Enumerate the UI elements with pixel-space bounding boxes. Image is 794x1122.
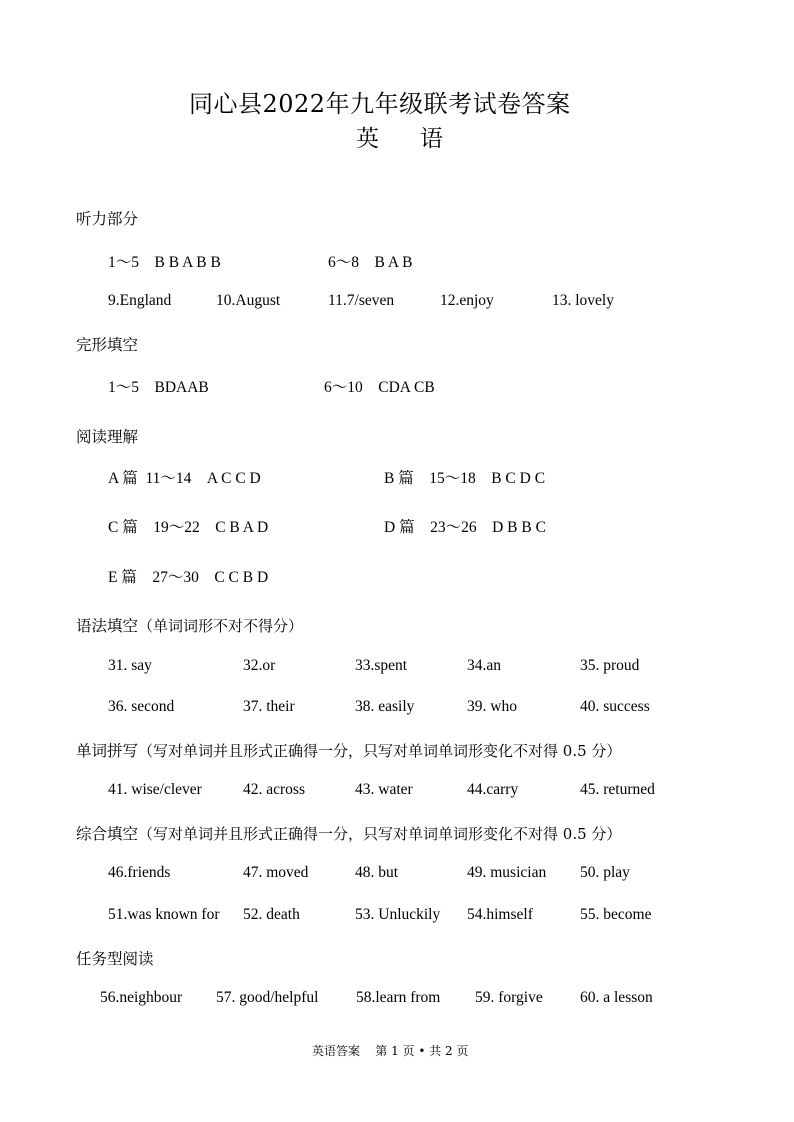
answer-46: 46.friends: [108, 864, 171, 881]
spelling-heading-note: （写对单词并且形式正确得一分，只写对单词单词形变化不对得 0.5 分）: [138, 742, 622, 760]
answer-reading-d: D 篇 23～26 D B B C: [384, 519, 546, 536]
subject-title: [356, 120, 484, 153]
answer-reading-a: A 篇 11～14 A C C D: [108, 470, 261, 487]
answer-10: 10.August: [216, 292, 281, 309]
answer-cloze-1-5: 1～5 BDAAB: [108, 379, 209, 396]
answer-44: 44.carry: [467, 781, 519, 798]
answer-11: 11.7/seven: [328, 292, 395, 309]
answer-reading-b: B 篇 15～18 B C D C: [384, 470, 546, 487]
answer-listening-1-5: 1～5 B B A B B: [108, 254, 221, 271]
answer-50: 50. play: [580, 864, 630, 881]
grammar-heading-label: 语法填空: [76, 617, 139, 635]
answer-59: 59. forgive: [475, 989, 543, 1006]
comprehensive-heading-label: 综合填空: [76, 825, 139, 843]
answer-42: 42. across: [243, 781, 305, 798]
grammar-heading-note: （单词词形不对不得分）: [138, 617, 304, 635]
answer-35: 35. proud: [580, 657, 640, 674]
subject-char-2: 语: [420, 126, 443, 152]
answer-58: 58.learn from: [356, 989, 441, 1006]
section-heading-task: 任务型阅读: [76, 950, 154, 968]
answer-41: 41. wise/clever: [108, 781, 202, 798]
section-heading-comprehensive: [76, 822, 621, 844]
answer-13: 13. lovely: [552, 292, 614, 309]
answer-reading-e: E 篇 27～30 C C B D: [108, 569, 269, 586]
section-heading-listening: 听力部分: [76, 210, 139, 228]
answer-37: 37. their: [243, 698, 295, 715]
section-heading-spelling: [76, 739, 621, 761]
comprehensive-heading-note: （写对单词并且形式正确得一分，只写对单词单词形变化不对得 0.5 分）: [138, 825, 622, 843]
answer-54: 54.himself: [467, 906, 533, 923]
answer-33: 33.spent: [355, 657, 408, 674]
answer-listening-6-8: 6～8 B A B: [328, 254, 413, 271]
answer-32: 32.or: [243, 657, 276, 674]
answer-55: 55. become: [580, 906, 652, 923]
answer-36: 36. second: [108, 698, 175, 715]
answer-49: 49. musician: [467, 864, 547, 881]
answer-38: 38. easily: [355, 698, 415, 715]
section-heading-reading: 阅读理解: [76, 428, 139, 446]
page-title: 同心县2022年九年级联考试卷答案: [189, 90, 571, 118]
page-footer: 英语答案 第 1 页 • 共 2 页: [312, 1044, 469, 1058]
answer-39: 39. who: [467, 698, 517, 715]
answer-reading-c: C 篇 19～22 C B A D: [108, 519, 269, 536]
answer-52: 52. death: [243, 906, 300, 923]
answer-51: 51.was known for: [108, 906, 220, 923]
answer-31: 31. say: [108, 657, 152, 674]
answer-57: 57. good/helpful: [216, 989, 319, 1006]
answer-9: 9.England: [108, 292, 172, 309]
answer-cloze-6-10: 6～10 CDA CB: [324, 379, 435, 396]
answer-56: 56.neighbour: [100, 989, 183, 1006]
spelling-heading-label: 单词拼写: [76, 742, 139, 760]
subject-char-1: 英: [356, 126, 379, 152]
answer-45: 45. returned: [580, 781, 655, 798]
section-heading-cloze: 完形填空: [76, 336, 139, 354]
answer-12: 12.enjoy: [440, 292, 494, 309]
answer-53: 53. Unluckily: [355, 906, 441, 923]
answer-47: 47. moved: [243, 864, 309, 881]
answer-60: 60. a lesson: [580, 989, 653, 1006]
answer-48: 48. but: [355, 864, 399, 881]
answer-40: 40. success: [580, 698, 650, 715]
section-heading-grammar: [76, 614, 303, 636]
answer-43: 43. water: [355, 781, 413, 798]
answer-34: 34.an: [467, 657, 502, 674]
